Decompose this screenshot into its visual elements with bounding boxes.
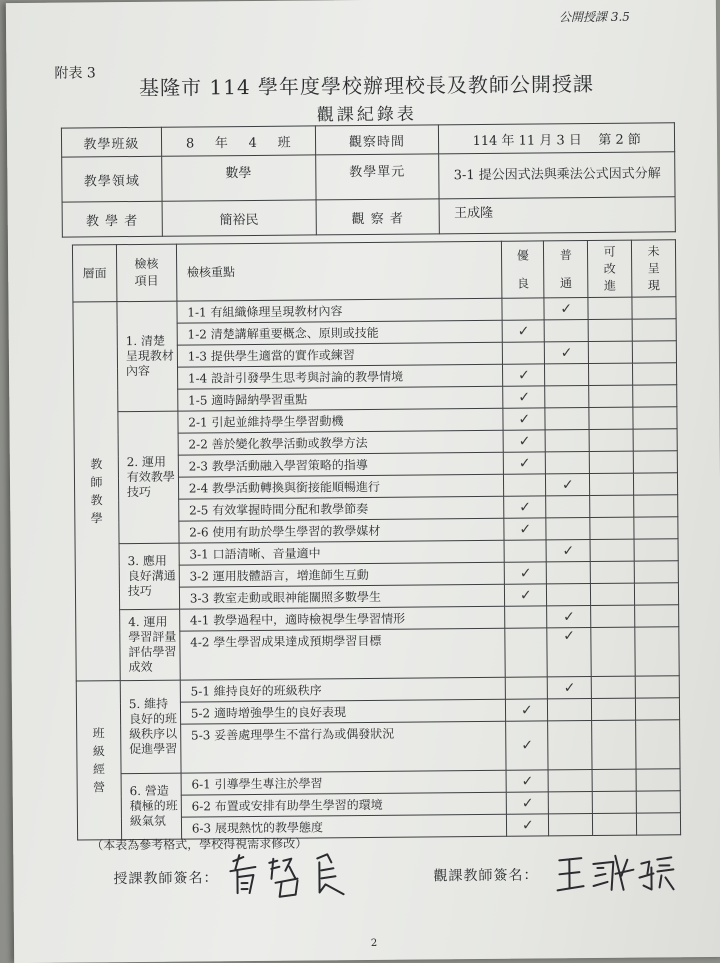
time-label: 觀察時間 [315,125,439,155]
rating-cell-excellent [503,408,545,430]
criterion-c4: 4. 運用學習評量評估學習成效 [120,609,180,681]
checkmark-icon: ✓ [560,300,573,317]
checklist-item: 4-2 學生學習成果達成預期學習目標 [180,628,506,680]
checklist-item: 1-2 清楚講解重要概念、原則或技能 [177,320,503,345]
rating-cell-average [545,408,589,430]
rating-cell-unpresented [632,319,676,341]
period-value: 第 2 節 [598,132,641,148]
header-improve [588,240,632,297]
checkmark-icon: ✓ [517,323,530,340]
rating-cell-excellent [504,518,546,540]
rating-cell-excellent [507,814,549,836]
rating-cell-unpresented [634,517,678,539]
checklist-item: 2-4 教學活動轉換與銜接能順暢進行 [178,474,504,499]
rating-cell-excellent [502,298,544,320]
rating-cell-average [544,298,588,320]
rating-cell-improve [589,363,633,385]
rating-cell-improve [592,791,636,813]
class-number: 4 [248,135,257,151]
checkmark-icon: ✓ [562,542,575,559]
rating-cell-unpresented [633,451,677,473]
checkmark-icon: ✓ [521,773,534,790]
rating-cell-excellent [506,699,548,721]
checklist-item: 1-5 適時歸納學習重點 [177,386,503,411]
rating-cell-improve [590,561,634,583]
checkmark-icon: ✓ [563,608,575,625]
rating-cell-unpresented [635,676,679,698]
class-number-unit: 班 [277,135,291,151]
checklist-item: 5-1 維持良好的班級秩序 [180,677,506,702]
rating-cell-excellent [504,474,546,496]
rating-cell-average [549,792,593,814]
dimension-text: 班級經營 [92,726,106,795]
header-dimension-text: 層面 [82,265,107,280]
header-excellent [502,241,544,298]
checklist-table [72,239,681,840]
rating-cell-unpresented [636,813,680,835]
info-row [62,197,675,237]
rating-cell-improve [592,769,636,791]
domain-label: 教學領域 [62,156,162,202]
checklist-item: 5-2 適時增強學生的良好表現 [180,699,506,724]
rating-cell-excellent [505,584,547,606]
checklist-item: 2-1 引起並維持學生學習動機 [178,408,504,433]
checkmark-icon: ✓ [518,389,531,406]
rating-cell-improve [591,676,635,698]
rating-cell-average [548,770,592,792]
checkmark-icon: ✓ [520,702,533,719]
rating-cell-excellent [506,677,548,699]
rating-cell-improve [588,297,632,319]
checkmark-icon: ✓ [521,737,534,754]
rating-cell-average [548,677,592,699]
rating-cell-improve [590,473,634,495]
checklist-item: 2-2 善於變化教學活動或教學方法 [178,430,504,455]
rating-cell-unpresented [634,561,678,583]
checklist-body [72,240,680,840]
info-row [62,152,675,202]
checkmark-icon: ✓ [518,455,531,472]
checkmark-icon: ✓ [518,367,530,384]
rating-cell-unpresented [633,407,677,429]
footnote: （本表為參考格式，學校得視需求修改） [91,836,308,853]
checklist-item: 3-3 教室走動或眼神能關照多數學生 [179,584,505,609]
checkmark-icon: ✓ [521,817,534,834]
header-row [72,240,675,302]
time-value [439,123,675,154]
rating-cell-average [548,699,592,721]
date-value: 114 年 11 月 3 日 [472,132,582,149]
checklist-item: 4-1 教學過程中，適時檢視學生學習情形 [179,606,505,631]
rating-cell-excellent [504,452,546,474]
rating-cell-average [547,562,591,584]
rating-cell-excellent [506,770,548,792]
rating-cell-improve [590,495,634,517]
rating-cell-excellent [503,320,545,342]
annex-label: 附表 3 [54,65,96,82]
dimension-management [76,681,121,840]
rating-cell-unpresented [634,539,678,561]
page-title: 基隆市 114 學年度學校辦理校長及教師公開授課 [139,71,595,100]
unit-label: 教學單元 [315,154,439,200]
rating-cell-improve [593,813,637,835]
rating-cell-unpresented [635,698,679,720]
header-unpresented-text: 未呈現 [647,243,660,293]
checkmark-icon: ✓ [519,587,532,604]
checklist-item: 6-1 引導學生專注於學習 [181,770,507,795]
rating-cell-improve [590,539,634,561]
rating-cell-average [546,518,590,540]
rating-cell-average [546,474,590,496]
checklist-item: 6-3 展現熱忱的教學態度 [181,814,507,839]
checklist-item: 6-2 布置或安排有助學生學習的環境 [181,792,507,817]
unit-value: 3-1 提公因式法與乘法公式因式分解 [439,152,675,199]
checkmark-icon: ✓ [563,628,576,645]
rating-cell-improve [589,429,633,451]
header-point: 檢核重點 [176,241,502,301]
rating-cell-unpresented [636,720,680,769]
rating-cell-improve [591,627,635,676]
rating-cell-excellent [505,628,547,677]
rating-cell-average [546,496,590,518]
checklist-item: 5-3 妥善處理學生不當行為或偶發狀況 [180,721,506,773]
rating-cell-average [547,584,591,606]
rating-cell-improve [592,720,636,769]
teacher-value: 簡裕民 [162,200,316,236]
rating-cell-average [546,452,590,474]
teacher-signature [225,848,350,899]
rating-cell-average [545,342,589,364]
checkmark-icon: ✓ [518,433,531,450]
dimension-text: 教師教學 [90,457,103,526]
criterion-c3: 3. 應用良好溝通技巧 [119,543,179,610]
rating-cell-average [545,386,589,408]
rating-cell-average [549,814,593,836]
rating-cell-improve [589,385,633,407]
checkmark-icon: ✓ [518,411,531,428]
paper-sheet [6,0,720,963]
checkmark-icon: ✓ [561,476,574,493]
rating-cell-average [547,628,591,677]
checkmark-icon: ✓ [560,344,573,361]
rating-cell-unpresented [634,473,678,495]
checkmark-icon: ✓ [521,795,534,812]
page-subtitle: 觀課紀錄表 [316,104,417,126]
rating-cell-improve [591,605,635,627]
rating-cell-improve [592,698,636,720]
checkmark-icon: ✓ [563,679,576,696]
criterion-c6: 6. 營造積極的班級氣氛 [121,773,181,840]
rating-cell-excellent [503,386,545,408]
dimension-teaching [73,302,120,681]
rating-cell-unpresented [635,605,679,627]
rating-cell-improve [589,451,633,473]
checkmark-icon: ✓ [519,521,532,538]
teacher-signature-label: 授課教師簽名： [113,870,219,888]
checklist-item: 1-4 設計引發學生思考與討論的教學情境 [177,364,503,389]
observer-signature-label: 觀課教師簽名： [433,867,539,885]
rating-cell-excellent [505,562,547,584]
header-excellent-text: 優良 [516,248,530,291]
class-grade: 8 [185,135,195,152]
checkmark-icon: ✓ [519,565,532,582]
rating-cell-improve [588,319,632,341]
rating-cell-excellent [503,342,545,364]
info-table [61,122,676,237]
checklist-item: 1-3 提供學生適當的實作或練習 [177,342,503,367]
header-average [544,241,588,298]
checkmark-icon: ✓ [519,499,532,516]
observer-signature [553,849,678,895]
header-average-text: 普通 [559,248,573,291]
header-improve-text: 可改進 [603,244,616,293]
rating-cell-unpresented [636,769,680,791]
form-code: 公開授課 3.5 [558,9,630,25]
header-dimension [72,245,116,302]
rating-cell-improve [589,407,633,429]
rating-cell-average [545,430,589,452]
header-criterion [116,244,176,302]
rating-cell-average [546,540,590,562]
rating-cell-average [547,606,591,628]
page-number: 2 [370,937,378,949]
class-grade-unit: 年 [214,135,228,151]
criterion-c2: 2. 運用有效教學技巧 [118,411,179,544]
rating-cell-excellent [505,606,547,628]
rating-cell-average [548,721,592,770]
rating-cell-unpresented [634,583,678,605]
class-value [161,126,315,156]
header-unpresented [631,240,675,297]
checklist-item: 2-6 使用有助於學生學習的教學媒材 [179,518,505,543]
rating-cell-average [544,320,588,342]
criterion-c1: 1. 清楚呈現教材內容 [117,301,178,412]
class-label: 教學班級 [61,127,161,157]
domain-value: 數學 [161,155,315,201]
rating-cell-unpresented [635,627,679,676]
rating-cell-unpresented [633,363,677,385]
rating-cell-excellent [503,364,545,386]
checklist-item: 1-1 有組織條理呈現教材內容 [177,298,503,323]
rating-cell-average [545,364,589,386]
rating-cell-unpresented [632,341,676,363]
checklist-item: 2-3 教學活動融入學習策略的指導 [178,452,504,477]
rating-cell-unpresented [633,429,677,451]
rating-cell-improve [590,517,634,539]
teacher-label: 教 學 者 [62,201,162,237]
rating-cell-excellent [504,496,546,518]
rating-cell-improve [588,341,632,363]
header-criterion-text: 檢核項目 [134,256,159,289]
rating-cell-unpresented [633,385,677,407]
checklist-item: 3-1 口語清晰、音量適中 [179,540,505,565]
rating-cell-unpresented [632,297,676,319]
checklist-item: 3-2 運用肢體語言，增進師生互動 [179,562,505,587]
observer-value: 王成隆 [439,197,675,234]
rating-cell-unpresented [636,791,680,813]
rating-cell-unpresented [634,495,678,517]
rating-cell-excellent [503,430,545,452]
criterion-c5: 5. 維持良好的班級秩序以促進學習 [120,680,181,774]
observer-label: 觀 察 者 [316,199,440,235]
rating-cell-excellent [507,792,549,814]
checklist-item: 2-5 有效掌握時間分配和教學節奏 [178,496,504,521]
rating-cell-excellent [506,721,548,770]
rating-cell-improve [591,583,635,605]
rating-cell-excellent [504,540,546,562]
